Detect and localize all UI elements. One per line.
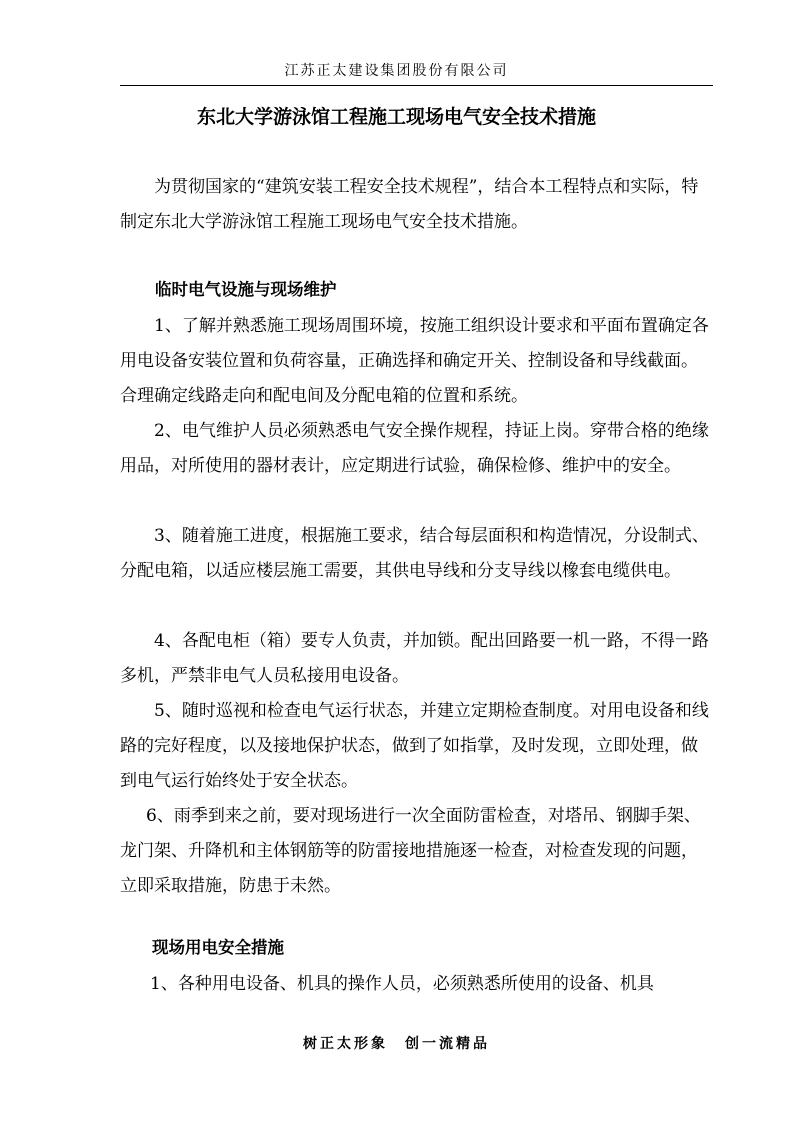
section1-item-2: 2、电气维护人员必须熟悉电气安全操作规程，持证上岗。穿带合格的绝缘用品，对所使用的器材表计，应定期进行试验，确保检修、维护中的安全。 bbox=[120, 421, 709, 476]
footer-slogan: 树正太形象 创一流精品 bbox=[303, 1036, 490, 1052]
document-title: 东北大学游泳馆工程施工现场电气安全技术措施 bbox=[196, 106, 596, 128]
section1-item-5: 5、随时巡视和检查电气运行状态，并建立定期检查制度。对用电设备和线路的完好程度，以及接地保护状态，做到了如指掌，及时发现，立即处理，做到电气运行始终处于安全状态。 bbox=[120, 701, 709, 791]
section-heading-temporary-electrical: 临时电气设施与现场维护 bbox=[155, 280, 337, 299]
section-heading-site-electrical-safety: 现场用电安全措施 bbox=[152, 938, 284, 957]
section1-item-3: 3、随着施工进度，根据施工要求，结合每层面积和构造情况，分设制式、分配电箱，以适应楼层施工需要，其供电导线和分支导线以橡套电缆供电。 bbox=[120, 526, 709, 581]
section1-item-4: 4、各配电柜（箱）要专人负责，并加锁。配出回路要一机一路，不得一路多机，严禁非电气人员私接用电设备。 bbox=[120, 631, 709, 686]
intro-paragraph: 为贯彻国家的“建筑安装工程安全技术规程”，结合本工程特点和实际，特制定东北大学游泳馆工程施工现场电气安全技术措施。 bbox=[120, 177, 699, 232]
header-company-name: 江苏正太建设集团股份有限公司 bbox=[284, 63, 509, 79]
section1-item-6: 6、雨季到来之前，要对现场进行一次全面防雷检查，对塔吊、钢脚手架、龙门架、升降机和主体钢筋等的防雷接地措施逐一检查，对检查发现的问题，立即采取措施，防患于未然。 bbox=[120, 806, 701, 896]
header-divider bbox=[120, 85, 713, 86]
section2-item-1: 1、各种用电设备、机具的操作人员，必须熟悉所使用的设备、机具 bbox=[150, 974, 654, 994]
section1-item-1: 1、了解并熟悉施工现场周围环境，按施工组织设计要求和平面布置确定各用电设备安装位置和负荷容量，正确选择和确定开关、控制设备和导线截面。合理确定线路走向和配电间及分配电箱的位置和系统。 bbox=[120, 316, 709, 406]
